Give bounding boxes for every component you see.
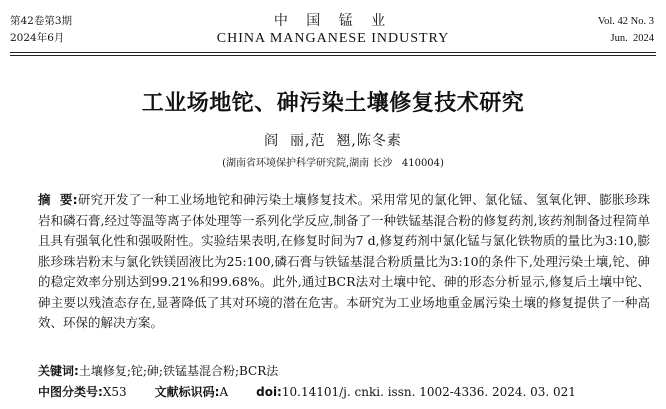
- doc-code-value: A: [219, 385, 229, 399]
- volume-issue-en: Vol. 42 No. 3: [597, 16, 654, 27]
- journal-header: [0, 0, 666, 52]
- journal-name-cn: 中 国 锰 业: [273, 13, 393, 29]
- article-authors: 阎 丽,范 翘,陈冬素: [264, 133, 402, 149]
- clc-label: 中图分类号:: [38, 385, 103, 399]
- doi-value[interactable]: 10.14101/j. cnki. issn. 1002-4336. 2024. 03. 021: [281, 385, 576, 399]
- header-right: [598, 13, 654, 47]
- journal-name-en: CHINA MANGANESE INDUSTRY: [216, 31, 450, 46]
- classification-line: [38, 383, 650, 400]
- abstract-text: 研究开发了一种工业场地铊和砷污染土壤修复技术。采用常见的氯化钾、氯化锰、氢氧化钾、膨胀珍珠岩和磷石膏,经过等温等离子体处理等一系列化学反应,制备了一种铁锰基混合粉的修复药剂,该药剂制备过程简单且具有强氧化性和强吸附性。实验结果表明,在修复时间为7 d,修复药剂中氯化锰与氯化铁物质的量比为3:10,膨胀珍珠岩粉末与氯化铁镁固液比为25:100,磷石膏与铁锰基混合粉质量比为3:10的条件下,处理污染土壤,铊、砷的稳定效率分别达到99.21%和99.68%。此外,通过BCR法对土壤中铊、砷的形态分析显示,修复后土壤中铊、砷主要以残渣态存在,显著降低了其对环境的潜在危害。本研究为工业场地重金属污染土壤的修复提供了一种高效、环保的解决方案。: [38, 192, 650, 330]
- header-rule-thin: [10, 55, 656, 56]
- clc-value: X53: [102, 385, 127, 399]
- journal-name: [0, 12, 666, 48]
- abstract: [38, 190, 650, 334]
- header-rule-thick: [10, 52, 656, 53]
- date-cn: 2024年6月: [10, 32, 65, 44]
- date-en: Jun. 2024: [610, 33, 654, 44]
- doc-code-label: 文献标识码:: [154, 385, 220, 399]
- volume-issue-cn: 第42卷第3期: [10, 15, 73, 27]
- keywords-label: 关键词:: [38, 364, 79, 378]
- article-title: 工业场地铊、砷污染土壤修复技术研究: [141, 91, 525, 116]
- abstract-label: 摘 要:: [38, 192, 78, 207]
- keywords: [38, 362, 278, 379]
- author-affiliation: (湖南省环境保护科学研究院,湖南 长沙 410004): [222, 158, 444, 169]
- doi-label: doi:: [256, 385, 282, 399]
- keywords-text: 土壤修复;铊;砷;铁锰基混合粉;BCR法: [78, 364, 279, 378]
